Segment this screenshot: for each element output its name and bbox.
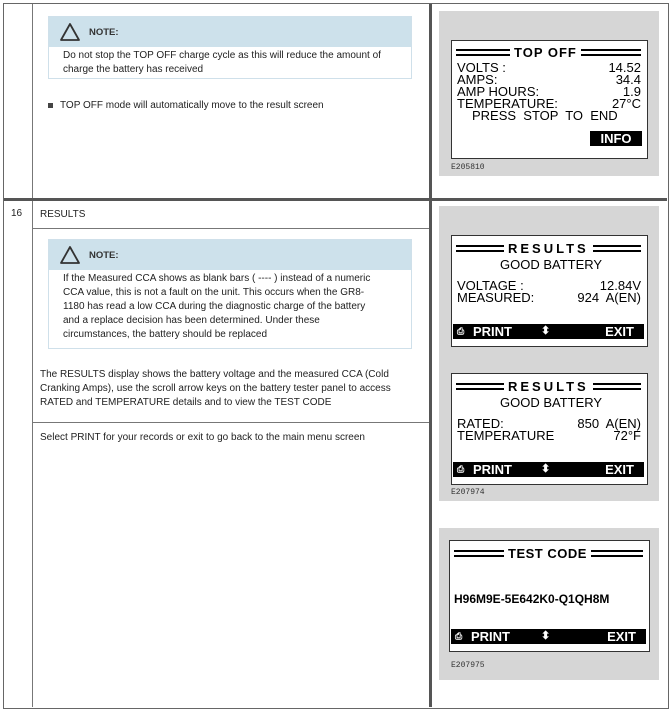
- note-box: [48, 239, 412, 349]
- lcd-display: [451, 40, 648, 159]
- printer-icon: ⎙: [455, 631, 463, 641]
- results-description: The RESULTS display shows the battery voltage and the measured CCA (Cold Cranking Amps), use the scroll arrow keys on the battery tester panel to access RATED and TEMPERATURE details and to view the TEST CODE: [40, 369, 391, 408]
- lcd-row-label: TEMPERATURE:: [457, 96, 558, 111]
- row-divider: [4, 198, 667, 201]
- lcd-prompt: PRESS STOP TO END: [472, 108, 618, 123]
- printer-icon: ⎙: [457, 464, 465, 474]
- warning-triangle-icon: [59, 22, 81, 42]
- lcd-title: TOP OFF: [510, 45, 581, 60]
- lcd-row-value: 27°C: [611, 96, 641, 111]
- note-title: NOTE:: [89, 27, 119, 38]
- lcd-status: GOOD BATTERY: [500, 395, 603, 410]
- lcd-row-label: RATED:: [457, 416, 504, 431]
- figure-code: E207974: [451, 488, 485, 497]
- print-button[interactable]: PRINT: [473, 324, 512, 339]
- lcd-row-value: 34.4: [615, 72, 641, 87]
- tester-screen-panel: [439, 11, 659, 176]
- scroll-arrows-icon[interactable]: ⬍: [541, 463, 551, 475]
- exit-button[interactable]: EXIT: [605, 462, 634, 477]
- print-button[interactable]: PRINT: [473, 462, 512, 477]
- lcd-row-value: 72°F: [613, 428, 641, 443]
- lcd-row-label: MEASURED:: [457, 290, 535, 305]
- lcd-row-label: VOLTAGE :: [457, 278, 524, 293]
- warning-triangle-icon: [59, 245, 81, 265]
- test-code-value: H96M9E-5E642K0-Q1QH8M: [454, 592, 610, 606]
- column-divider: [429, 4, 432, 707]
- row-divider: [33, 228, 429, 229]
- printer-icon: ⎙: [457, 326, 465, 336]
- scroll-arrows-icon[interactable]: ⬍: [541, 630, 551, 642]
- lcd-title: RESULTS: [504, 241, 593, 256]
- lcd-row-value: 12.84V: [599, 278, 641, 293]
- figure-code: E207975: [451, 661, 485, 670]
- row-divider: [33, 422, 429, 423]
- lcd-action-bar: [453, 462, 644, 477]
- lcd-action-bar: [451, 629, 646, 644]
- print-button[interactable]: PRINT: [471, 629, 510, 644]
- lcd-row-value: 14.52: [608, 60, 641, 75]
- tester-screen-panel: [439, 528, 659, 680]
- print-instruction: Select PRINT for your records or exit to go back to the main menu screen: [40, 432, 365, 443]
- lcd-row-label: AMPS:: [457, 72, 498, 87]
- lcd-display: [451, 235, 648, 347]
- bullet-icon: [48, 103, 53, 108]
- note-text: If the Measured CCA shows as blank bars ( ---- ) instead of a numeric CCA value, this is not a fault on the unit. This occurs when the GR8-1180 has read a low CCA during the diagnostic charge of the battery and a replace decision has been determined. Under these circumstances, the battery should be replaced: [63, 273, 371, 340]
- scroll-arrows-icon[interactable]: ⬍: [541, 325, 551, 337]
- note-text: Do not stop the TOP OFF charge cycle as this will reduce the amount of charge the battery has received: [63, 50, 381, 75]
- note-title: NOTE:: [89, 250, 119, 261]
- lcd-row-value: 1.9: [622, 84, 641, 99]
- lcd-row-value: 924 A(EN): [577, 290, 641, 305]
- lcd-row-label: TEMPERATURE: [457, 428, 555, 443]
- step-number: 16: [11, 208, 23, 219]
- lcd-title: RESULTS: [504, 379, 593, 394]
- info-button[interactable]: INFO: [590, 131, 642, 146]
- exit-button[interactable]: EXIT: [607, 629, 636, 644]
- lcd-display: [449, 540, 650, 652]
- exit-button[interactable]: EXIT: [605, 324, 634, 339]
- figure-code: E205810: [451, 163, 485, 172]
- lcd-title: TEST CODE: [504, 546, 591, 561]
- note-header: [49, 17, 411, 47]
- lcd-display: [451, 373, 648, 485]
- tester-screen-panel: [439, 206, 659, 501]
- lcd-row-value: 850 A(EN): [577, 416, 641, 431]
- note-header: [49, 240, 411, 270]
- step-title: RESULTS: [40, 209, 86, 220]
- note-box: [48, 16, 412, 79]
- lcd-status: GOOD BATTERY: [500, 257, 603, 272]
- bullet-text: TOP OFF mode will automatically move to the result screen: [60, 100, 324, 111]
- lcd-row-label: AMP HOURS:: [457, 84, 540, 99]
- column-divider: [32, 4, 33, 707]
- lcd-row-label: VOLTS :: [457, 60, 506, 75]
- lcd-action-bar: [453, 324, 644, 339]
